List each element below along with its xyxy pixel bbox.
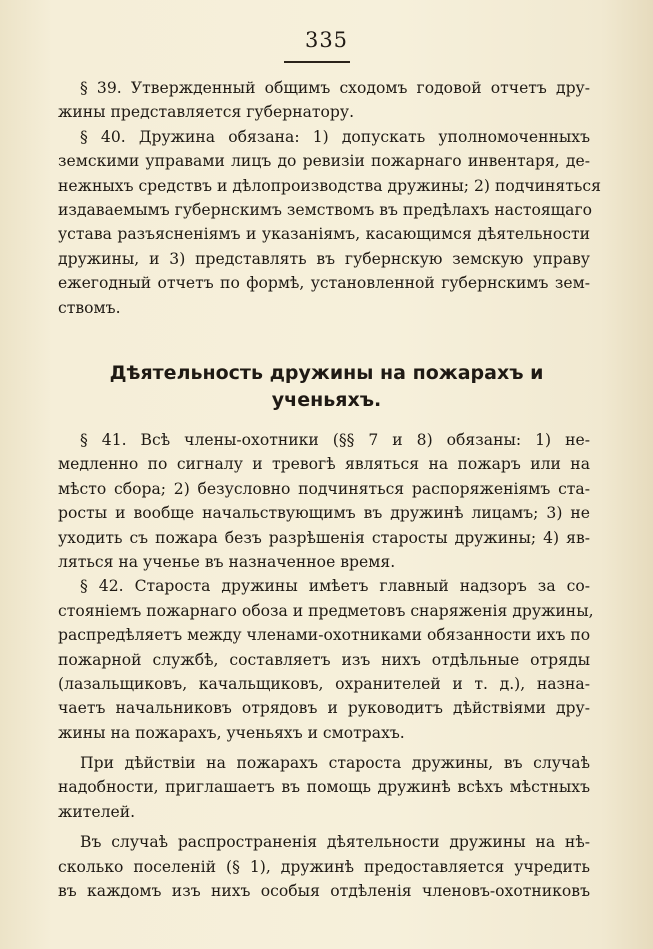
text-line: жины на пожарахъ, ученьяхъ и смотрахъ.	[58, 723, 405, 742]
text-line: (лазальщиковъ, качальщиковъ, охранителей и т. д.), назна-	[58, 674, 590, 693]
section-heading	[0, 360, 653, 414]
text-line: пожарной службѣ, составляетъ изъ нихъ отдѣльные отряды	[58, 650, 590, 669]
text-line: ствомъ.	[58, 298, 121, 317]
text-line: медленно по сигналу и тревогѣ являться на пожаръ или на	[58, 455, 590, 474]
text-line: въ каждомъ изъ нихъ особыя отдѣленія членовъ-охотниковъ	[58, 882, 590, 901]
text-line: § 39. Утвержденный общимъ сходомъ годовой отчетъ дру-	[80, 79, 590, 97]
text-line: мѣсто сбора; 2) безусловно подчиняться распоряженіямъ ста-	[58, 479, 590, 498]
text-line: При дѣйствіи на пожарахъ староста дружины, въ случаѣ	[80, 754, 590, 773]
text-line: жителей.	[58, 802, 136, 821]
text-line: устава разъясненіямъ и указаніямъ, касающимся дѣятельности	[58, 225, 590, 244]
text-line: § 41. Всѣ члены-охотники (§§ 7 и 8) обязаны: 1) не-	[80, 431, 590, 449]
section-paragraphs-39-40	[58, 76, 601, 320]
page-number-rule	[284, 61, 350, 63]
text-line: § 42. Староста дружины имѣетъ главный надзоръ за со-	[80, 577, 590, 596]
text-line: стояніемъ пожарнаго обоза и предметовъ снаряженія дружины,	[58, 601, 594, 620]
text-line: издаваемымъ губернскимъ земствомъ въ предѣлахъ настоящаго	[58, 200, 593, 219]
text-line: уходить съ пожара безъ разрѣшенія старосты дружины; 4) яв-	[58, 528, 590, 547]
page-number: 335	[304, 28, 349, 52]
text-line: распредѣляетъ между членами-охотниками обязанности ихъ по	[58, 626, 591, 645]
text-line: сколько поселеній (§ 1), дружинѣ предоставляется учредить	[58, 857, 590, 876]
section-paragraphs-41-42	[58, 428, 594, 903]
text-line: нежныхъ средствъ и дѣлопроизводства дружины; 2) подчиняться	[58, 176, 601, 195]
text-line: земскими управами лицъ до ревизіи пожарнаго инвентаря, де-	[58, 152, 590, 171]
text-line: жины представляется губернатору.	[58, 103, 355, 122]
text-line: росты и вообще начальствующимъ въ дружинѣ лицамъ; 3) не	[58, 504, 590, 523]
heading-line: Дѣятельность дружины на пожарахъ и	[109, 362, 544, 384]
text-line: ежегодный отчетъ по формѣ, установленной губернскимъ зем-	[58, 274, 590, 293]
text-line: надобности, приглашаетъ въ помощь дружинѣ всѣхъ мѣстныхъ	[58, 778, 590, 797]
text-line: ляться на ученье въ назначенное время.	[58, 552, 396, 571]
text-line: чаетъ начальниковъ отрядовъ и руководитъ дѣйствіями дру-	[58, 699, 590, 718]
text-line: § 40. Дружина обязана: 1) допускать уполномоченныхъ	[80, 127, 590, 146]
text-line: дружины, и 3) представлять въ губернскую земскую управу	[58, 249, 590, 268]
heading-line: ученьяхъ.	[271, 389, 382, 411]
text-line: Въ случаѣ распространенія дѣятельности дружины на нѣ-	[80, 833, 590, 852]
